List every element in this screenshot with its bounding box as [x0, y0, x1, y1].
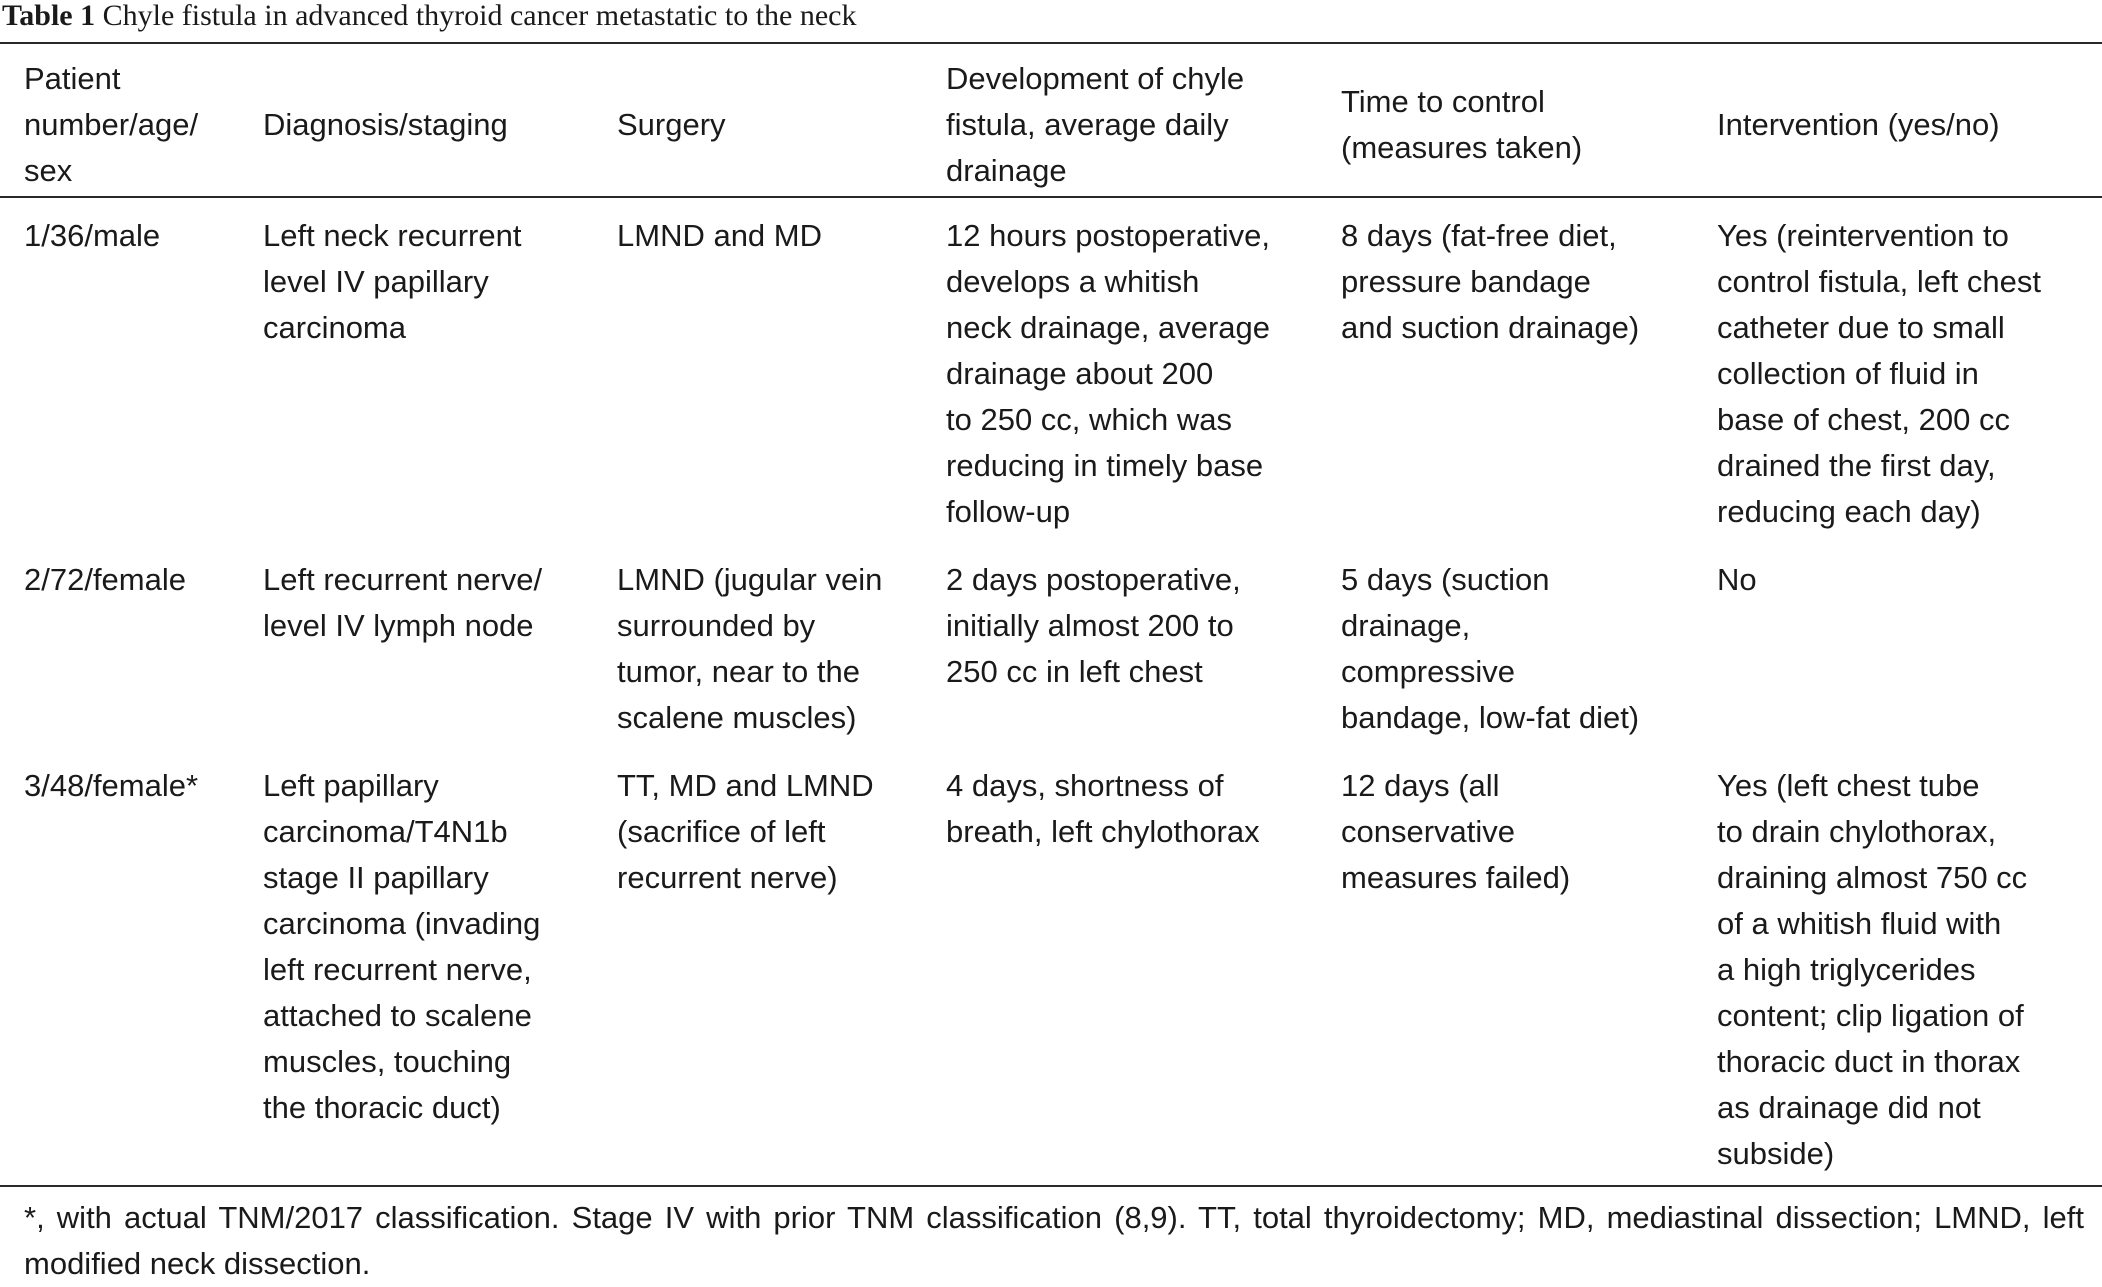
cell-surgery: TT, MD and LMND (sacrifice of left recurrent nerve) — [617, 768, 874, 895]
cell-development: 4 days, shortness of breath, left chylothorax — [946, 768, 1260, 849]
header-development: Development of chyle fistula, average daily drainage — [946, 61, 1245, 188]
table-footnote: *, with actual TNM/2017 classification. Stage IV with prior TNM classification (8,9). TT, total thyroidectomy; MD, mediastinal dissection; LMND, left modified neck dissection. — [24, 1200, 2084, 1281]
cell-time-to-control: 5 days (suction drainage, compressive bandage, low-fat diet) — [1341, 562, 1640, 735]
cell-intervention: No — [1717, 562, 1757, 597]
cell-surgery: LMND (jugular vein surrounded by tumor, near to the scalene muscles) — [617, 562, 883, 735]
table-title: Chyle fistula in advanced thyroid cancer metastatic to the neck — [102, 0, 857, 32]
header-surgery: Surgery — [617, 107, 726, 142]
table-label: Table 1 — [2, 0, 96, 32]
table-caption — [2, 0, 856, 38]
header-patient: Patient number/age/ sex — [24, 61, 199, 188]
cell-patient: 2/72/female — [24, 562, 186, 597]
cell-patient: 3/48/female* — [24, 768, 199, 803]
cell-surgery: LMND and MD — [617, 218, 822, 253]
header-intervention: Intervention (yes/no) — [1717, 107, 2000, 142]
cell-time-to-control: 8 days (fat-free diet, pressure bandage and suction drainage) — [1341, 218, 1640, 345]
header-diagnosis: Diagnosis/staging — [263, 107, 508, 142]
cell-development: 2 days postoperative, initially almost 200 to 250 cc in left chest — [946, 562, 1241, 689]
cell-intervention: Yes (reintervention to control fistula, left chest catheter due to small collection of fluid in base of chest, 200 cc drained the first day, reducing each day) — [1717, 218, 2041, 529]
bottom-rule — [0, 1185, 2102, 1187]
cell-intervention: Yes (left chest tube to drain chylothorax, draining almost 750 cc of a whitish fluid with a high triglycerides content; clip ligation of thoracic duct in thorax as drainage did not subside) — [1717, 768, 2028, 1171]
cell-time-to-control: 12 days (all conservative measures failed) — [1341, 768, 1571, 895]
header-rule — [0, 196, 2102, 198]
table-header-row — [0, 56, 2102, 206]
top-rule — [0, 42, 2102, 44]
cell-diagnosis: Left neck recurrent level IV papillary carcinoma — [263, 218, 522, 345]
cell-development: 12 hours postoperative, develops a whitish neck drainage, average drainage about 200 to 250 cc, which was reducing in timely base follow-up — [946, 218, 1271, 529]
cell-diagnosis: Left recurrent nerve/ level IV lymph node — [263, 562, 543, 643]
cell-patient: 1/36/male — [24, 218, 161, 253]
header-time-to-control: Time to control (measures taken) — [1341, 84, 1583, 165]
cell-diagnosis: Left papillary carcinoma/T4N1b stage II papillary carcinoma (invading left recurrent nerve, attached to scalene muscles, touching the thoracic duct) — [263, 768, 541, 1125]
